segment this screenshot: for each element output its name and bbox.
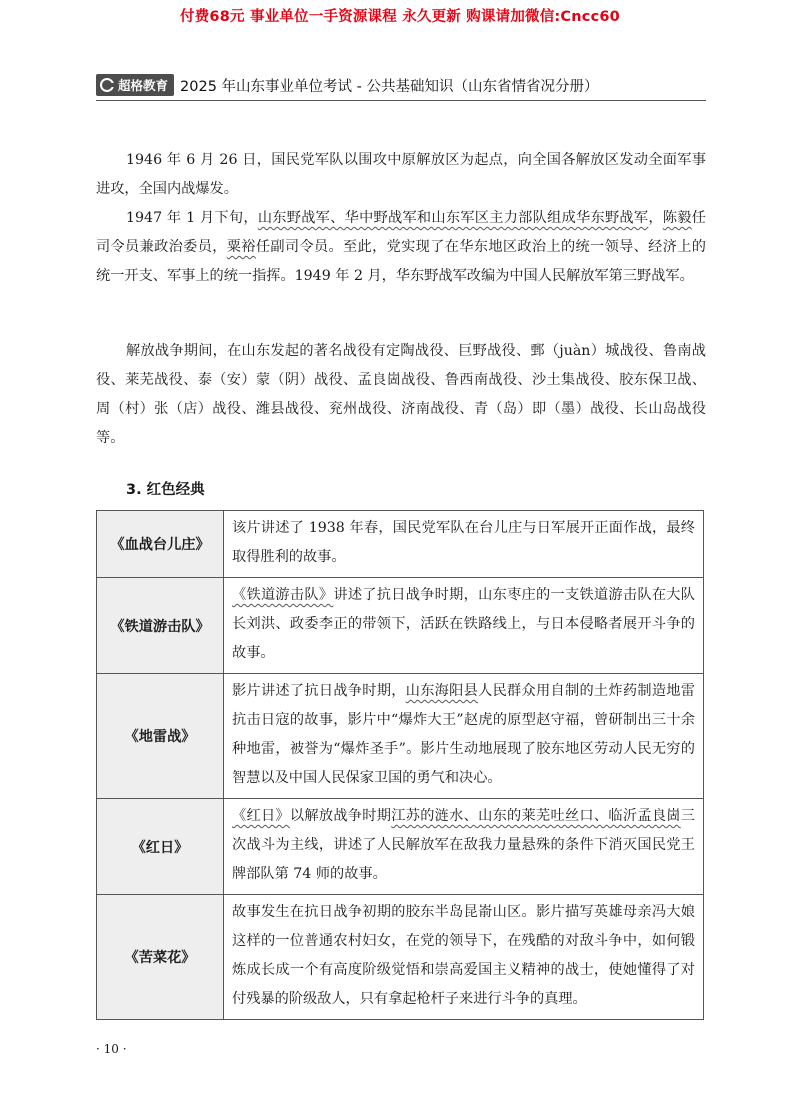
underlined-text: 陈毅 — [662, 210, 692, 226]
film-title: 《地雷战》 — [97, 674, 224, 799]
text-run: ， — [648, 210, 663, 226]
film-title: 《红日》 — [97, 799, 224, 895]
text-run: 任司令员兼政治委员， — [96, 210, 706, 255]
table-row — [97, 674, 704, 799]
underlined-text: 江苏的涟水、山东的莱芜吐丝口、临沂孟良崮 — [391, 808, 681, 824]
table-row — [97, 799, 704, 895]
paragraph-3 — [96, 337, 706, 453]
text-run: 1947 年 1 月下旬， — [126, 210, 258, 226]
text-run: 三次战斗为主线，讲述了人民解放军在敌我力量悬殊的条件下消灭国民党王牌部队第 74 师的故事。 — [232, 808, 695, 882]
film-description — [224, 674, 704, 799]
underlined-text: 《红日》 — [232, 808, 290, 824]
publisher-logo — [96, 74, 174, 96]
text-run: 影片讲述了抗日战争时期， — [232, 683, 406, 699]
film-description — [224, 511, 704, 578]
text-run: 故事发生在抗日战争初期的胶东半岛昆嵛山区。影片描写英雄母亲冯大娘这样的一位普通农村妇女，在党的领导下，在残酷的对敌斗争中，如何锻炼成长成一个有高度阶级觉悟和崇高爱国主义精神的战士，使她懂得了对付残暴的阶级敌人，只有拿起枪杆子来进行斗争的真理。 — [232, 904, 695, 1007]
text-run: 讲述了抗日战争时期，山东枣庄的一支铁道游击队在大队长刘洪、政委李正的带领下，活跃在铁路线上，与日本侵略者展开斗争的故事。 — [232, 587, 695, 661]
underlined-text: 山东海阳县 — [405, 683, 479, 699]
film-title: 《铁道游击队》 — [97, 578, 224, 674]
logo-text: 超格教育 — [118, 78, 169, 93]
text-run: 解放战争期间，在山东发起的著名战役有定陶战役、巨野战役、鄄（juàn）城战役、鲁南战役、莱芜战役、泰（安）蒙（阴）战役、孟良崮战役、鲁西南战役、沙土集战役、胶东保卫战、周（村）张（店）战役、潍县战役、兖州战役、济南战役、青（岛）即（墨）战役、长山岛战役等。 — [96, 343, 706, 446]
film-description — [224, 895, 704, 1020]
header-title: 2025 年山东事业单位考试 - 公共基础知识（山东省情省况分册） — [180, 78, 599, 95]
table-row — [97, 511, 704, 578]
text-run: 1946 年 6 月 26 日，国民党军队以围攻中原解放区为起点，向全国各解放区发动全面军事进攻，全国内战爆发。 — [96, 152, 706, 197]
table-row — [97, 578, 704, 674]
table-row — [97, 895, 704, 1020]
watermark-banner: 付费68元 事业单位一手资源课程 永久更新 购课请加微信:Cncc60 — [180, 9, 620, 25]
text-run: 该片讲述了 1938 年春，国民党军队在台儿庄与日军展开正面作战，最终取得胜利的故事。 — [232, 520, 695, 565]
underlined-text: 《铁道游击队》 — [232, 587, 334, 603]
film-description — [224, 799, 704, 895]
paragraph-2 — [96, 204, 706, 291]
film-title: 《血战台儿庄》 — [97, 511, 224, 578]
film-title: 《苦菜花》 — [97, 895, 224, 1020]
page-number: · 10 · — [96, 1042, 127, 1056]
text-run: 任副司令员。至此，党实现了在华东地区政治上的统一领导、经济上的统一开支、军事上的统一指挥。1949 年 2 月，华东野战军改编为中国人民解放军第三野战军。 — [96, 239, 706, 284]
text-run: 人民群众用自制的土炸药制造地雷抗击日寇的故事，影片中“爆炸大王”赵虎的原型赵守福，曾研制出三十余种地雷，被誉为“爆炸圣手”。影片生动地展现了胶东地区劳动人民无穷的智慧以及中国人民保家卫国的勇气和决心。 — [232, 683, 695, 786]
page-header — [96, 72, 706, 98]
film-description — [224, 578, 704, 674]
logo-g-icon — [100, 78, 114, 92]
underlined-text: 粟裕 — [226, 239, 256, 255]
paragraph-1 — [96, 146, 706, 204]
section-heading: 3. 红色经典 — [126, 482, 205, 498]
header-divider — [96, 100, 706, 101]
text-run: 以解放战争时期 — [289, 808, 392, 824]
underlined-text: 山东野战军、华中野战军和山东军区主力部队组成华东野战军 — [257, 210, 649, 226]
red-classics-table — [96, 510, 704, 1020]
